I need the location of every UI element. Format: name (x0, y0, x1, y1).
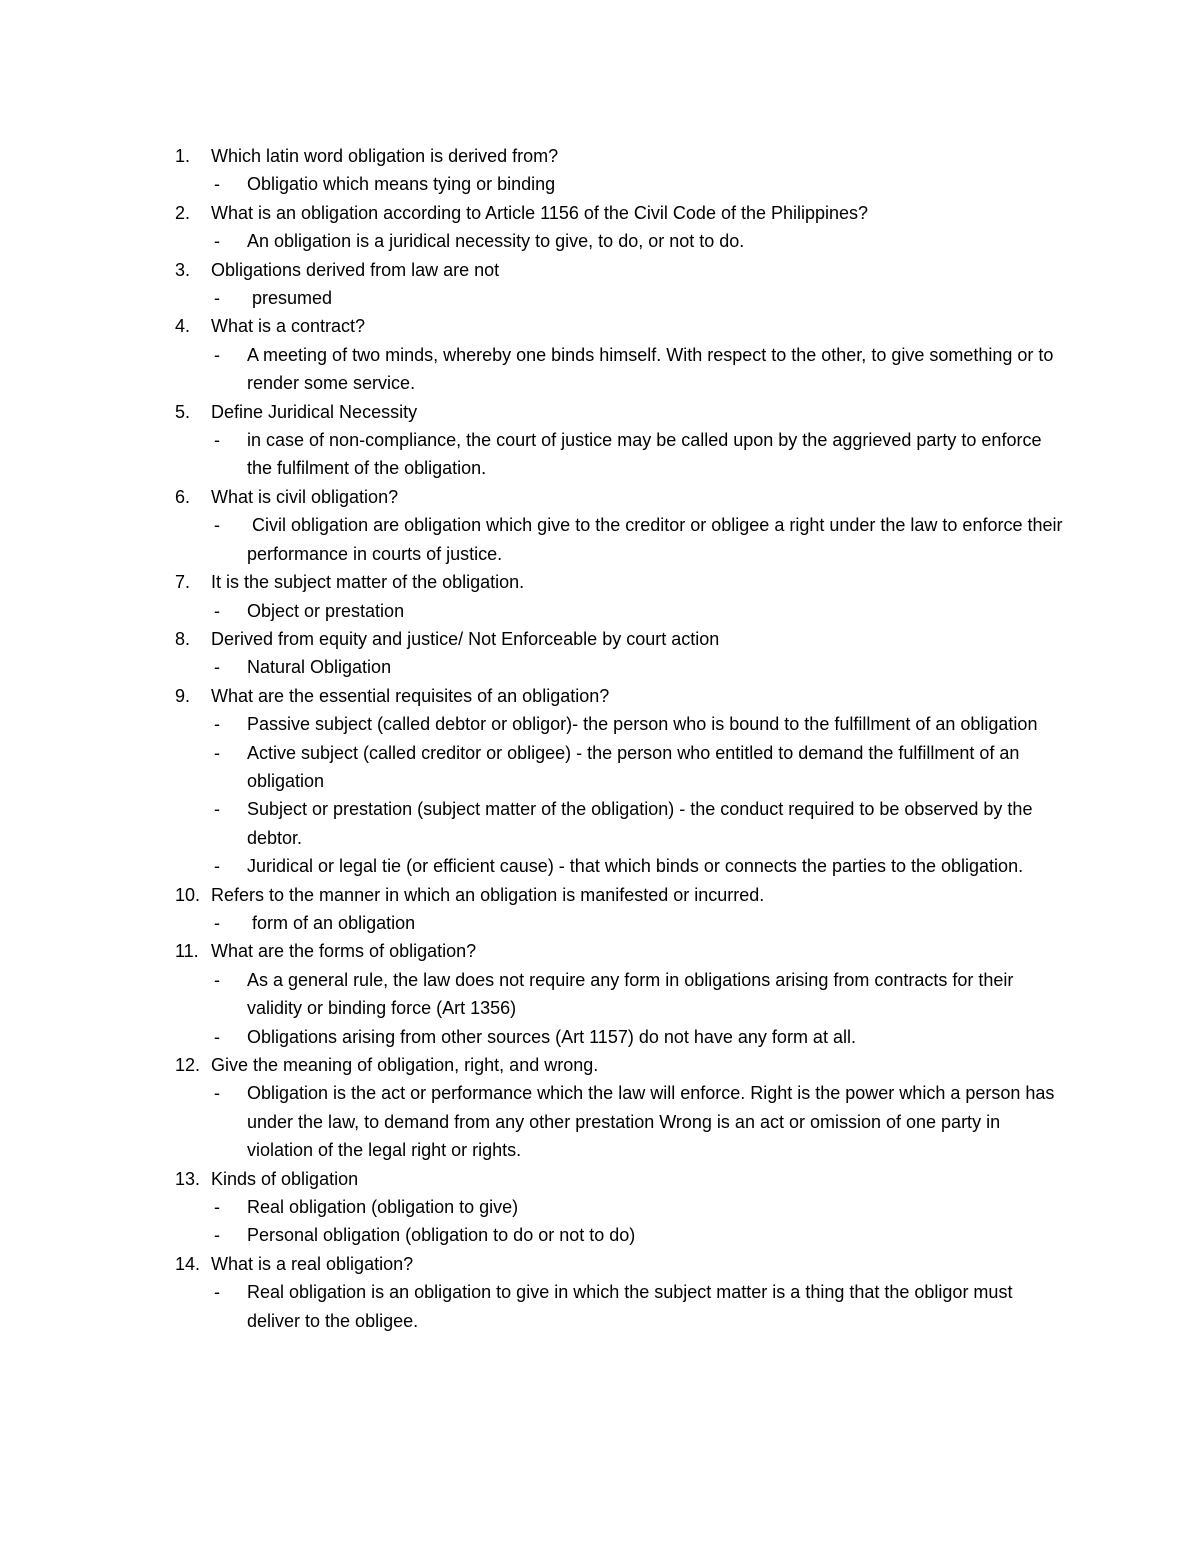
question-number: 2. (175, 202, 191, 223)
answer-text: Real obligation is an obligation to give in which the subject matter is a thing that the obligor must deliver to the obligee. (247, 1282, 1018, 1331)
answer-text: Juridical or legal tie (or efficient cause) - that which binds or connects the parties to the obligation. (247, 856, 1024, 877)
question-number: 4. (175, 316, 191, 337)
answer-text: Object or prestation (247, 600, 405, 621)
question-number: 8. (175, 628, 191, 649)
question-text: What are the essential requisites of an obligation? (211, 685, 610, 706)
question-text: Give the meaning of obligation, right, and wrong. (211, 1055, 599, 1075)
answer-item (175, 170, 1065, 198)
question-number: 11. (175, 941, 199, 962)
answer-item (175, 852, 1065, 880)
bullet-dash: - (214, 799, 220, 820)
answer-item (175, 1221, 1065, 1249)
question-number: 12. (175, 1055, 201, 1075)
answer-text: in case of non-compliance, the court of justice may be called upon by the aggrieved party to enforce the fulfilment of the obligation. (247, 430, 1047, 479)
answer-text: A meeting of two minds, whereby one binds himself. With respect to the other, to give something or to render some service. (247, 344, 1059, 394)
question-item (175, 1165, 1065, 1193)
answer-item (175, 710, 1065, 738)
answer-item (175, 1023, 1065, 1051)
answer-item (175, 1079, 1065, 1164)
question-item (175, 1051, 1065, 1079)
bullet-dash: - (214, 912, 220, 933)
answer-text: Civil obligation are obligation which give to the creditor or obligee a right under the law to enforce their performance in courts of justice. (247, 515, 1068, 564)
answer-item (175, 284, 1065, 312)
question-number: 13. (175, 1168, 201, 1189)
answer-item (175, 227, 1065, 255)
question-list (175, 142, 1068, 1335)
answer-text: An obligation is a juridical necessity to give, to do, or not to do. (247, 231, 745, 252)
answer-text: Obligation is the act or performance which the law will enforce. Right is the power which a person has under the law, to demand from any other prestation Wrong is an act or omission of one party in violation of the legal right or rights. (247, 1083, 1060, 1161)
question-text: Obligations derived from law are not (211, 259, 500, 280)
question-item (175, 256, 1065, 284)
question-text: What is a contract? (211, 316, 366, 337)
question-number: 10. (175, 884, 201, 905)
bullet-dash: - (214, 1083, 220, 1104)
answer-item (175, 653, 1065, 681)
answer-item (175, 1193, 1065, 1221)
question-item (175, 398, 1065, 426)
bullet-dash: - (214, 969, 220, 990)
question-text: Refers to the manner in which an obligation is manifested or incurred. (211, 884, 765, 905)
answer-text: As a general rule, the law does not require any form in obligations arising from contracts for their validity or binding force (Art 1356) (247, 969, 1019, 1019)
bullet-dash: - (214, 430, 220, 451)
answer-item (175, 341, 1065, 398)
answer-item (175, 1278, 1065, 1335)
question-item (175, 682, 1065, 710)
question-item (175, 483, 1065, 511)
question-text: Define Juridical Necessity (211, 401, 418, 422)
question-text: Kinds of obligation (211, 1168, 359, 1189)
answer-text: Subject or prestation (subject matter of the obligation) - the conduct required to be observed by the debtor. (247, 799, 1038, 848)
question-item (175, 881, 1065, 909)
answer-item (175, 739, 1065, 796)
question-number: 7. (175, 572, 191, 593)
bullet-dash: - (214, 1197, 220, 1218)
bullet-dash: - (214, 1225, 220, 1246)
bullet-dash: - (214, 344, 220, 365)
question-item (175, 199, 1065, 227)
bullet-dash: - (214, 714, 220, 735)
question-number: 5. (175, 401, 191, 422)
question-text: What are the forms of obligation? (211, 941, 477, 962)
answer-text: Obligatio which means tying or binding (247, 174, 556, 195)
question-number: 6. (175, 486, 191, 507)
question-item (175, 312, 1065, 340)
answer-text: Real obligation (obligation to give) (247, 1197, 519, 1218)
question-item (175, 625, 1065, 653)
question-text: What is an obligation according to Article 1156 of the Civil Code of the Philippines? (211, 202, 869, 223)
answer-item (175, 597, 1065, 625)
question-number: 14. (175, 1253, 201, 1274)
answer-text: presumed (247, 288, 333, 309)
answer-text: form of an obligation (247, 912, 416, 933)
answer-item (175, 426, 1065, 483)
bullet-dash: - (214, 288, 220, 309)
bullet-dash: - (214, 515, 220, 536)
answer-item (175, 511, 1068, 568)
bullet-dash: - (214, 742, 220, 763)
answer-text: Obligations arising from other sources (Art 1157) do not have any form at all. (247, 1026, 856, 1047)
question-item (175, 568, 1065, 596)
bullet-dash: - (214, 174, 220, 195)
bullet-dash: - (214, 657, 220, 678)
answer-text: Natural Obligation (247, 657, 392, 678)
question-text: Which latin word obligation is derived from? (211, 146, 559, 166)
answer-text: Personal obligation (obligation to do or not to do) (247, 1225, 636, 1246)
question-number: 1. (175, 146, 191, 166)
answer-item (175, 795, 1065, 852)
question-text: It is the subject matter of the obligation. (211, 572, 525, 593)
answer-item (175, 966, 1065, 1023)
bullet-dash: - (214, 600, 220, 621)
bullet-dash: - (214, 856, 220, 877)
bullet-dash: - (214, 1026, 220, 1047)
question-text: What is civil obligation? (211, 486, 399, 507)
answer-text: Passive subject (called debtor or obligor)- the person who is bound to the fulfillment of an obligation (247, 714, 1038, 735)
answer-item (175, 909, 1065, 937)
question-number: 3. (175, 259, 191, 280)
bullet-dash: - (214, 1282, 220, 1303)
question-text: What is a real obligation? (211, 1253, 414, 1274)
question-text: Derived from equity and justice/ Not Enforceable by court action (211, 628, 720, 649)
question-item (175, 142, 1065, 170)
answer-text: Active subject (called creditor or obligee) - the person who entitled to demand the fulfillment of an obligation (247, 742, 1025, 791)
bullet-dash: - (214, 231, 220, 252)
question-item (175, 1250, 1065, 1278)
question-number: 9. (175, 685, 191, 706)
question-item (175, 937, 1065, 965)
